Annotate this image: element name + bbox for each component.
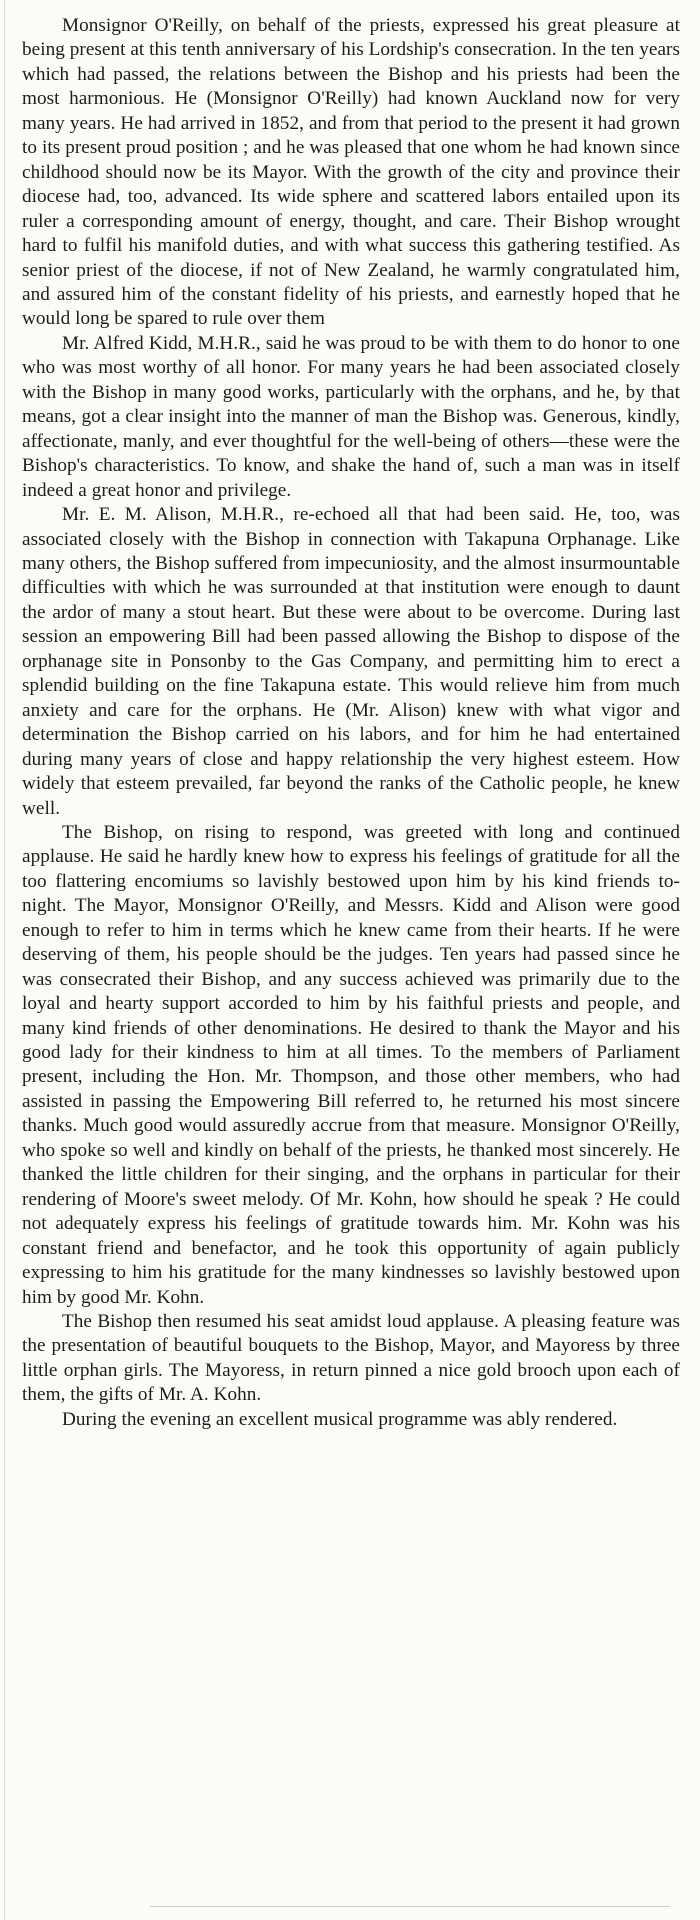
column-rule xyxy=(4,0,5,1920)
paragraph-musical-programme: During the evening an excellent musical programme was ably rendered. xyxy=(62,1408,618,1430)
paragraph-em-alison: Mr. E. M. Alison, M.H.R., re-echoed all that had been said. He, too, was associated closely with the Bishop in connection with Takapuna Orphanage. Like many others, the Bishop suffered from impecuniosity, and the almost insurmountable difficulties with which he was surrounded at that institution were enough to daunt the ardor of many a stout heart. But these were about to be overcome. During last session an empowering Bill had been passed allowing the Bishop to dispose of the orphanage site in Ponsonby to the Gas Company, and permitting him to erect a splendid building on the fine Takapuna estate. This would relieve him from much anxiety and care for the orphans. He (Mr. Alison) knew with what vigor and determination the Bishop carried on his labors, and for him he had entertained during many years of close and happy relationship the very highest esteem. How widely that esteem prevailed, far beyond the ranks of the Catholic people, he knew well. xyxy=(22,504,680,819)
paragraph-bishop-response: The Bishop, on rising to respond, was greeted with long and continued applause. He said he hardly knew how to express his feelings of gratitude for all the too flattering encomiums so lavishly bestowed upon him by his kind friends to-night. The Mayor, Monsignor O'Reilly, and Messrs. Kidd and Alison were good enough to refer to him in terms which he knew came from their hearts. If he were deserving of them, his people should be the judges. Ten years had passed since he was consecrated their Bishop, and any success achieved was primarily due to the loyal and hearty support accorded to him by his faithful priests and people, and many kind friends of other denominations. He desired to thank the Mayor and his good lady for their kindness to him at all times. To the members of Parliament present, including the Hon. Mr. Thompson, and those other members, who had assisted in passing the Empowering Bill referred to, he returned his most sincere thanks. Much good would assuredly accrue from that measure. Monsignor O'Reilly, who spoke so well and kindly on behalf of the priests, he thanked most sincerely. He thanked the little children for their singing, and the orphans in particular for their rendering of Moore's sweet melody. Of Mr. Kohn, how should he speak ? He could not adequately express his feelings of gratitude towards him. Mr. Kohn was his constant friend and benefactor, and he took this opportunity of again publicly expressing to him his gratitude for the many kindnesses so lavishly bestowed upon him by good Mr. Kohn. xyxy=(22,821,680,1308)
bottom-rule xyxy=(150,1906,670,1907)
paragraph-alfred-kidd: Mr. Alfred Kidd, M.H.R., said he was proud to be with them to do honor to one who was most worthy of all honor. For many years he had been associated closely with the Bishop in many good works, particularly with the orphans, and he, by that means, got a clear insight into the manner of man the Bishop was. Generous, kindly, affectionate, manly, and ever thoughtful for the well-being of others—these were the Bishop's characteristics. To know, and shake the hand of, such a man was in itself indeed a great honor and privilege. xyxy=(22,332,680,501)
article-column xyxy=(22,14,680,1432)
paragraph-presentation: The Bishop then resumed his seat amidst loud applause. A pleasing feature was the presentation of beautiful bouquets to the Bishop, Mayor, and Mayoress by three little orphan girls. The Mayoress, in return pinned a nice gold brooch upon each of them, the gifts of Mr. A. Kohn. xyxy=(22,1311,680,1406)
paragraph-monsignor-oreilly: Monsignor O'Reilly, on behalf of the priests, expressed his great pleasure at being present at this tenth anniversary of his Lordship's consecration. In the ten years which had passed, the relations between the Bishop and his priests had been the most harmonious. He (Monsignor O'Reilly) had known Auckland now for very many years. He had arrived in 1852, and from that period to the present it had grown to its present proud position ; and he was pleased that one whom he had known since childhood should now be its Mayor. With the growth of the city and province their diocese had, too, advanced. Its wide sphere and scattered labors entailed upon its ruler a corresponding amount of energy, thought, and care. Their Bishop wrought hard to fulfil his manifold duties, and with what success this gathering testified. As senior priest of the diocese, if not of New Zealand, he warmly congratulated him, and assured him of the constant fidelity of his priests, and earnestly hoped that he would long be spared to rule over them xyxy=(22,15,680,330)
